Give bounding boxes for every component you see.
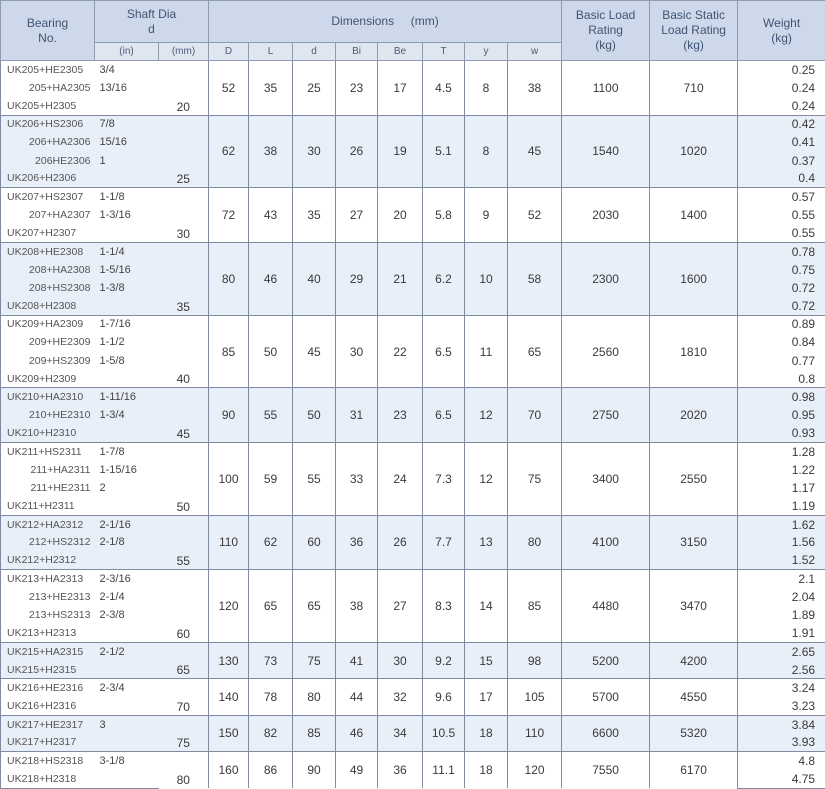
weight-cell: 0.89 — [738, 315, 825, 333]
dim-cell-bi: 41 — [336, 643, 378, 679]
shaft-inch-cell: 1-1/4 — [95, 242, 159, 260]
shaft-inch-cell: 13/16 — [95, 79, 159, 97]
shaft-inch-cell: 1-15/16 — [95, 461, 159, 479]
shaft-inch-cell — [95, 697, 159, 715]
weight-cell: 0.72 — [738, 279, 825, 297]
dim-cell-l: 73 — [249, 643, 293, 679]
bearing-no-cell: UK210+HA2310 — [1, 388, 95, 406]
dim-cell-static: 1600 — [650, 242, 738, 315]
dim-cell-w: 80 — [508, 515, 562, 570]
weight-cell: 0.24 — [738, 79, 825, 97]
dim-cell-d: 120 — [209, 570, 249, 643]
shaft-inch-cell: 1-3/16 — [95, 206, 159, 224]
dim-cell-bi: 46 — [336, 715, 378, 751]
dim-cell-d: 80 — [293, 679, 336, 715]
weight-cell: 3.84 — [738, 715, 825, 733]
shaft-inch-cell: 1-7/16 — [95, 315, 159, 333]
dim-cell-t: 4.5 — [423, 61, 465, 116]
dim-cell-be: 26 — [378, 515, 423, 570]
shaft-inch-cell: 1-1/8 — [95, 188, 159, 206]
weight-cell: 0.25 — [738, 61, 825, 79]
table-row — [1, 242, 825, 260]
dim-cell-d: 35 — [293, 188, 336, 243]
dim-cell-load: 1540 — [562, 115, 650, 188]
dim-cell-be: 24 — [378, 442, 423, 515]
dim-cell-static: 1810 — [650, 315, 738, 388]
weight-cell: 0.95 — [738, 406, 825, 424]
dim-cell-be: 23 — [378, 388, 423, 443]
dim-cell-l: 65 — [249, 570, 293, 643]
dim-cell-d: 45 — [293, 315, 336, 388]
shaft-inch-cell: 7/8 — [95, 115, 159, 133]
shaft-inch-cell: 1-1/2 — [95, 333, 159, 351]
dim-cell-load: 4100 — [562, 515, 650, 570]
bearing-no-cell: UK218+HS2318 — [1, 752, 95, 770]
dim-cell-static: 3150 — [650, 515, 738, 570]
header-dimensions: Dimensions (mm) — [209, 1, 562, 43]
dim-cell-d: 75 — [293, 643, 336, 679]
dim-cell-static: 6170 — [650, 752, 738, 788]
weight-cell: 1.89 — [738, 606, 825, 624]
shaft-inch-cell: 1-7/8 — [95, 442, 159, 460]
shaft-mm-cell: 40 — [159, 315, 209, 388]
dim-cell-y: 18 — [465, 752, 508, 788]
shaft-inch-cell — [95, 297, 159, 315]
header-basic-load: Basic Load Rating (kg) — [562, 1, 650, 61]
weight-cell: 2.1 — [738, 570, 825, 588]
dim-cell-y: 10 — [465, 242, 508, 315]
dim-cell-t: 9.2 — [423, 643, 465, 679]
weight-cell: 1.17 — [738, 479, 825, 497]
table-row — [1, 188, 825, 206]
bearing-no-cell: UK211+HS2311 — [1, 442, 95, 460]
shaft-inch-cell — [95, 370, 159, 388]
table-body — [1, 61, 825, 789]
bearing-no-cell: UK213+H2313 — [1, 624, 95, 642]
dim-cell-y: 15 — [465, 643, 508, 679]
dim-cell-t: 10.5 — [423, 715, 465, 751]
dim-cell-static: 2550 — [650, 442, 738, 515]
bearing-no-cell: UK206+H2306 — [1, 170, 95, 188]
dim-cell-y: 9 — [465, 188, 508, 243]
dim-cell-bi: 36 — [336, 515, 378, 570]
weight-cell: 4.8 — [738, 752, 825, 770]
dim-cell-d: 140 — [209, 679, 249, 715]
bearing-no-cell: 209+HS2309 — [1, 352, 95, 370]
table-row — [1, 388, 825, 406]
dim-cell-load: 2300 — [562, 242, 650, 315]
shaft-inch-cell: 2-1/8 — [95, 533, 159, 551]
weight-cell: 0.24 — [738, 97, 825, 115]
weight-cell: 1.52 — [738, 552, 825, 570]
shaft-mm-cell: 80 — [159, 752, 209, 788]
bearing-no-cell: 211+HE2311 — [1, 479, 95, 497]
weight-cell: 0.98 — [738, 388, 825, 406]
shaft-inch-cell — [95, 624, 159, 642]
dim-cell-bi: 27 — [336, 188, 378, 243]
dim-cell-y: 12 — [465, 388, 508, 443]
table-row — [1, 61, 825, 79]
shaft-inch-cell: 1-5/8 — [95, 352, 159, 370]
weight-cell: 0.55 — [738, 206, 825, 224]
table-row — [1, 115, 825, 133]
weight-cell: 1.19 — [738, 497, 825, 515]
dim-cell-d: 90 — [293, 752, 336, 788]
dim-cell-y: 17 — [465, 679, 508, 715]
weight-cell: 2.56 — [738, 661, 825, 679]
dim-cell-be: 32 — [378, 679, 423, 715]
subheader-3: L — [249, 43, 293, 61]
dim-cell-d: 60 — [293, 515, 336, 570]
dim-cell-y: 8 — [465, 61, 508, 116]
dim-cell-l: 38 — [249, 115, 293, 188]
weight-cell: 1.22 — [738, 461, 825, 479]
shaft-mm-cell: 45 — [159, 388, 209, 443]
header-weight: Weight (kg) — [738, 1, 825, 61]
dim-cell-bi: 33 — [336, 442, 378, 515]
shaft-inch-cell: 3-1/8 — [95, 752, 159, 770]
dim-cell-static: 1020 — [650, 115, 738, 188]
bearing-no-cell: 213+HS2313 — [1, 606, 95, 624]
weight-cell: 0.93 — [738, 424, 825, 442]
bearing-no-cell: 208+HA2308 — [1, 261, 95, 279]
subheader-4: d — [293, 43, 336, 61]
header-shaft-dia: Shaft Dia d — [95, 1, 209, 43]
dim-cell-y: 11 — [465, 315, 508, 388]
dim-cell-w: 85 — [508, 570, 562, 643]
dim-cell-l: 46 — [249, 242, 293, 315]
weight-cell: 1.56 — [738, 533, 825, 551]
weight-cell: 1.91 — [738, 624, 825, 642]
bearing-no-cell: 205+HA2305 — [1, 79, 95, 97]
table-header — [1, 1, 825, 61]
bearing-no-cell: 212+HS2312 — [1, 533, 95, 551]
shaft-inch-cell: 2 — [95, 479, 159, 497]
dim-cell-load: 2560 — [562, 315, 650, 388]
dim-cell-l: 43 — [249, 188, 293, 243]
dim-cell-l: 82 — [249, 715, 293, 751]
dim-cell-y: 18 — [465, 715, 508, 751]
dim-cell-load: 1100 — [562, 61, 650, 116]
shaft-inch-cell: 1-11/16 — [95, 388, 159, 406]
dim-cell-t: 6.5 — [423, 388, 465, 443]
dim-cell-static: 5320 — [650, 715, 738, 751]
dim-cell-d: 30 — [293, 115, 336, 188]
weight-cell: 0.42 — [738, 115, 825, 133]
dim-cell-bi: 23 — [336, 61, 378, 116]
table-row — [1, 515, 825, 533]
dim-cell-l: 59 — [249, 442, 293, 515]
bearing-no-cell: UK213+HA2313 — [1, 570, 95, 588]
dim-cell-load: 6600 — [562, 715, 650, 751]
dim-cell-w: 120 — [508, 752, 562, 788]
dim-cell-l: 50 — [249, 315, 293, 388]
dim-cell-l: 35 — [249, 61, 293, 116]
weight-cell: 2.65 — [738, 643, 825, 661]
dim-cell-y: 8 — [465, 115, 508, 188]
shaft-inch-cell — [95, 770, 159, 788]
dim-cell-l: 78 — [249, 679, 293, 715]
shaft-mm-cell: 50 — [159, 442, 209, 515]
shaft-inch-cell: 2-3/8 — [95, 606, 159, 624]
bearing-no-cell: UK210+H2310 — [1, 424, 95, 442]
dim-cell-d: 55 — [293, 442, 336, 515]
header-basic-static: Basic Static Load Rating (kg) — [650, 1, 738, 61]
shaft-inch-cell — [95, 97, 159, 115]
dim-cell-static: 3470 — [650, 570, 738, 643]
dim-cell-load: 2750 — [562, 388, 650, 443]
dim-cell-bi: 26 — [336, 115, 378, 188]
shaft-inch-cell: 1-3/8 — [95, 279, 159, 297]
table-row — [1, 570, 825, 588]
weight-cell: 1.62 — [738, 515, 825, 533]
dim-cell-t: 11.1 — [423, 752, 465, 788]
dim-cell-w: 45 — [508, 115, 562, 188]
dim-cell-w: 58 — [508, 242, 562, 315]
shaft-inch-cell: 3 — [95, 715, 159, 733]
dim-cell-d: 50 — [293, 388, 336, 443]
weight-cell: 0.8 — [738, 370, 825, 388]
shaft-mm-cell: 55 — [159, 515, 209, 570]
subheader-0: (in) — [95, 43, 159, 61]
shaft-mm-cell: 60 — [159, 570, 209, 643]
bearing-no-cell: 206HE2306 — [1, 151, 95, 169]
dim-cell-d: 25 — [293, 61, 336, 116]
dim-cell-t: 8.3 — [423, 570, 465, 643]
weight-cell: 0.78 — [738, 242, 825, 260]
dim-cell-load: 3400 — [562, 442, 650, 515]
shaft-inch-cell: 2-1/16 — [95, 515, 159, 533]
dim-cell-d: 150 — [209, 715, 249, 751]
bearing-no-cell: UK205+H2305 — [1, 97, 95, 115]
dim-cell-be: 21 — [378, 242, 423, 315]
shaft-mm-cell: 20 — [159, 61, 209, 116]
weight-cell: 0.75 — [738, 261, 825, 279]
dim-cell-bi: 31 — [336, 388, 378, 443]
table-row — [1, 442, 825, 460]
dim-cell-w: 65 — [508, 315, 562, 388]
dim-cell-static: 710 — [650, 61, 738, 116]
dim-cell-d: 72 — [209, 188, 249, 243]
dim-cell-w: 38 — [508, 61, 562, 116]
bearing-no-cell: UK208+HE2308 — [1, 242, 95, 260]
subheader-2: D — [209, 43, 249, 61]
dim-cell-t: 7.7 — [423, 515, 465, 570]
bearing-no-cell: UK217+HE2317 — [1, 715, 95, 733]
dim-cell-w: 75 — [508, 442, 562, 515]
dim-cell-be: 17 — [378, 61, 423, 116]
subheader-8: y — [465, 43, 508, 61]
bearing-no-cell: 208+HS2308 — [1, 279, 95, 297]
shaft-inch-cell: 2-3/16 — [95, 570, 159, 588]
bearing-no-cell: UK215+H2315 — [1, 661, 95, 679]
subheader-6: Be — [378, 43, 423, 61]
dim-cell-bi: 49 — [336, 752, 378, 788]
bearing-no-cell: 213+HE2313 — [1, 588, 95, 606]
dim-cell-t: 6.5 — [423, 315, 465, 388]
dim-cell-t: 5.1 — [423, 115, 465, 188]
shaft-mm-cell: 70 — [159, 679, 209, 715]
dim-cell-w: 98 — [508, 643, 562, 679]
weight-cell: 1.28 — [738, 442, 825, 460]
dim-cell-y: 12 — [465, 442, 508, 515]
dim-cell-bi: 30 — [336, 315, 378, 388]
dim-cell-d: 80 — [209, 242, 249, 315]
dim-cell-be: 20 — [378, 188, 423, 243]
dim-cell-d: 130 — [209, 643, 249, 679]
dim-cell-l: 62 — [249, 515, 293, 570]
weight-cell: 0.57 — [738, 188, 825, 206]
bearing-no-cell: 210+HE2310 — [1, 406, 95, 424]
shaft-inch-cell: 2-3/4 — [95, 679, 159, 697]
shaft-inch-cell: 1 — [95, 151, 159, 169]
weight-cell: 4.75 — [738, 770, 825, 788]
dim-cell-load: 4480 — [562, 570, 650, 643]
subheader-9: w — [508, 43, 562, 61]
dim-cell-d: 90 — [209, 388, 249, 443]
bearing-no-cell: UK209+H2309 — [1, 370, 95, 388]
weight-cell: 0.37 — [738, 151, 825, 169]
bearing-no-cell: UK211+H2311 — [1, 497, 95, 515]
table-row — [1, 715, 825, 733]
dim-cell-w: 105 — [508, 679, 562, 715]
bearing-no-cell: UK217+H2317 — [1, 733, 95, 751]
dim-cell-d: 85 — [209, 315, 249, 388]
dim-cell-static: 4550 — [650, 679, 738, 715]
shaft-mm-cell: 25 — [159, 115, 209, 188]
dim-cell-static: 2020 — [650, 388, 738, 443]
bearing-no-cell: UK218+H2318 — [1, 770, 95, 788]
bearing-no-cell: UK208+H2308 — [1, 297, 95, 315]
shaft-mm-cell: 35 — [159, 242, 209, 315]
shaft-inch-cell — [95, 170, 159, 188]
table-row — [1, 315, 825, 333]
table-row — [1, 643, 825, 661]
bearing-no-cell: UK216+HE2316 — [1, 679, 95, 697]
dim-cell-t: 7.3 — [423, 442, 465, 515]
bearing-no-cell: UK207+H2307 — [1, 224, 95, 242]
bearing-no-cell: UK205+HE2305 — [1, 61, 95, 79]
bearing-no-cell: 207+HA2307 — [1, 206, 95, 224]
weight-cell: 3.24 — [738, 679, 825, 697]
dim-cell-d: 52 — [209, 61, 249, 116]
dim-cell-bi: 38 — [336, 570, 378, 643]
dim-cell-w: 110 — [508, 715, 562, 751]
bearing-no-cell: UK212+H2312 — [1, 552, 95, 570]
dim-cell-t: 9.6 — [423, 679, 465, 715]
dim-cell-d: 65 — [293, 570, 336, 643]
dim-cell-bi: 29 — [336, 242, 378, 315]
shaft-inch-cell — [95, 224, 159, 242]
weight-cell: 0.84 — [738, 333, 825, 351]
bearing-no-cell: UK209+HA2309 — [1, 315, 95, 333]
shaft-inch-cell: 2-1/2 — [95, 643, 159, 661]
dim-cell-load: 2030 — [562, 188, 650, 243]
subheader-5: Bi — [336, 43, 378, 61]
bearing-no-cell: UK212+HA2312 — [1, 515, 95, 533]
dim-cell-load: 5200 — [562, 643, 650, 679]
weight-cell: 0.77 — [738, 352, 825, 370]
dim-cell-d: 110 — [209, 515, 249, 570]
shaft-inch-cell: 1-3/4 — [95, 406, 159, 424]
dim-cell-be: 22 — [378, 315, 423, 388]
dim-cell-load: 7550 — [562, 752, 650, 788]
dim-cell-d: 160 — [209, 752, 249, 788]
dim-cell-be: 34 — [378, 715, 423, 751]
weight-cell: 3.23 — [738, 697, 825, 715]
shaft-mm-cell: 75 — [159, 715, 209, 751]
bearing-no-cell: 209+HE2309 — [1, 333, 95, 351]
dim-cell-l: 55 — [249, 388, 293, 443]
table-row — [1, 679, 825, 697]
shaft-inch-cell: 2-1/4 — [95, 588, 159, 606]
shaft-inch-cell — [95, 733, 159, 751]
shaft-mm-cell: 30 — [159, 188, 209, 243]
dim-cell-static: 4200 — [650, 643, 738, 679]
dim-cell-y: 14 — [465, 570, 508, 643]
dim-cell-w: 52 — [508, 188, 562, 243]
dim-cell-be: 27 — [378, 570, 423, 643]
dim-cell-d: 100 — [209, 442, 249, 515]
shaft-inch-cell: 15/16 — [95, 133, 159, 151]
dim-cell-l: 86 — [249, 752, 293, 788]
dim-cell-load: 5700 — [562, 679, 650, 715]
shaft-inch-cell: 1-5/16 — [95, 261, 159, 279]
subheader-7: T — [423, 43, 465, 61]
table-row — [1, 752, 825, 770]
shaft-inch-cell — [95, 424, 159, 442]
weight-cell: 0.55 — [738, 224, 825, 242]
dim-cell-w: 70 — [508, 388, 562, 443]
bearing-no-cell: 211+HA2311 — [1, 461, 95, 479]
dim-cell-be: 19 — [378, 115, 423, 188]
weight-cell: 0.41 — [738, 133, 825, 151]
weight-cell: 0.4 — [738, 170, 825, 188]
weight-cell: 2.04 — [738, 588, 825, 606]
dim-cell-d: 85 — [293, 715, 336, 751]
bearing-no-cell: UK207+HS2307 — [1, 188, 95, 206]
shaft-inch-cell — [95, 552, 159, 570]
dim-cell-static: 1400 — [650, 188, 738, 243]
shaft-inch-cell: 3/4 — [95, 61, 159, 79]
dim-cell-d: 40 — [293, 242, 336, 315]
weight-cell: 3.93 — [738, 733, 825, 751]
dim-cell-bi: 44 — [336, 679, 378, 715]
dim-cell-be: 30 — [378, 643, 423, 679]
dim-cell-t: 5.8 — [423, 188, 465, 243]
shaft-inch-cell — [95, 497, 159, 515]
dim-cell-t: 6.2 — [423, 242, 465, 315]
bearing-no-cell: UK216+H2316 — [1, 697, 95, 715]
subheader-1: (mm) — [159, 43, 209, 61]
dim-cell-d: 62 — [209, 115, 249, 188]
header-bearing-no: Bearing No. — [1, 1, 95, 61]
dim-cell-be: 36 — [378, 752, 423, 788]
shaft-mm-cell: 65 — [159, 643, 209, 679]
bearing-no-cell: UK206+HS2306 — [1, 115, 95, 133]
dim-cell-y: 13 — [465, 515, 508, 570]
bearing-no-cell: UK215+HA2315 — [1, 643, 95, 661]
shaft-inch-cell — [95, 661, 159, 679]
weight-cell: 0.72 — [738, 297, 825, 315]
bearing-no-cell: 206+HA2306 — [1, 133, 95, 151]
